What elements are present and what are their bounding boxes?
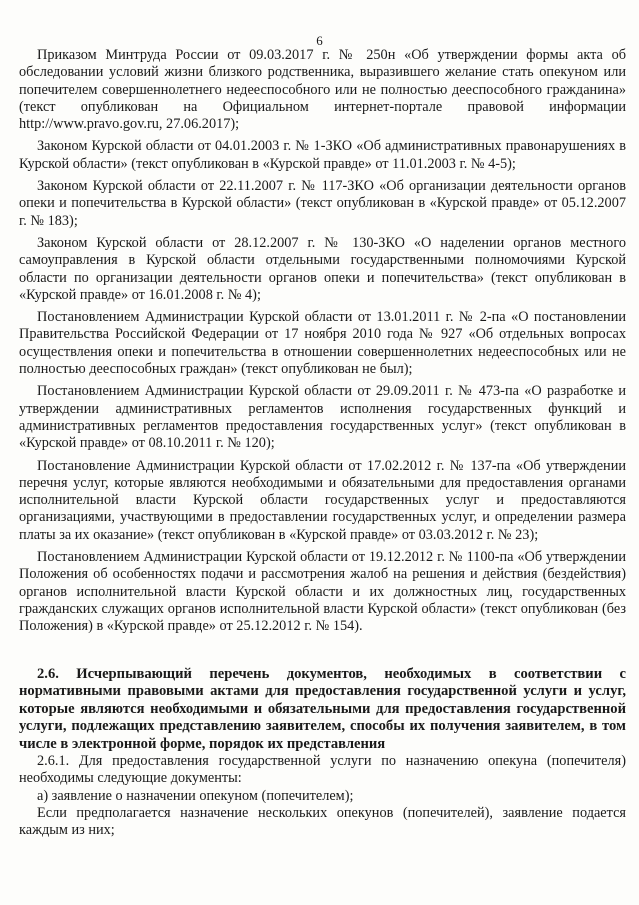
legal-basis-item: Постановлением Администрации Курской области от 29.09.2011 г. № 473-па «О разработке и утверждении административных регламентов исполнения государственных функций и административных регламентов предоставления государственных услуг» (текст опубликован в «Курской правде» от 08.10.2011 г. № 120); <box>19 383 626 452</box>
legal-basis-item: Законом Курской области от 22.11.2007 г. № 117-ЗКО «Об организации деятельности органов опеки и попечительства в Курской области» (текст опубликован в «Курской правде» от 05.12.2007 г. № 183); <box>19 178 626 229</box>
legal-basis-item: Постановлением Администрации Курской области от 19.12.2012 г. № 1100-па «Об утверждении Положения об особенностях подачи и рассмотрения жалоб на решения и действия (бездействия) органов исполнительной власти Курской области и их должностных лиц, государственных гражданских служащих органов исполнительной власти Курской области» (текст опубликован (без Положения) в «Курской правде» от 25.12.2012 г. № 154). <box>19 549 626 635</box>
legal-basis-item: Постановлением Администрации Курской области от 13.01.2011 г. № 2-па «О постановлении Правительства Российской Федерации от 17 ноября 2010 года № 927 «Об отдельных вопросах осуществления опеки и попечительства в отношении совершеннолетних недееспособных или не полностью дееспособных граждан» (текст опубликован не был); <box>19 309 626 378</box>
legal-basis-item: Законом Курской области от 28.12.2007 г. № 130-ЗКО «О наделении органов местного самоуправления в Курской области отдельными государственными полномочиями Курской области по организации деятельности органов опеки и попечительства» (текст опубликован в «Курской правде» от 16.01.2008 г. № 4); <box>19 234 626 303</box>
section-paragraph: а) заявление о назначении опекуном (попечителем); <box>37 787 354 804</box>
document-body <box>19 47 626 839</box>
section-paragraph: 2.6.1. Для предоставления государственной услуги по назначению опекуна (попечителя) необходимы следующие документы: <box>19 753 626 787</box>
section-heading: 2.6. Исчерпывающий перечень документов, необходимых в соответствии с нормативными правовыми актами для предоставления государственной услуги и услуг, которые являются необходимыми и обязательными для предоставления государственной услуги, подлежащих представлению заявителем, способы их получения заявителем, в том числе в электронной форме, порядок их представления <box>19 665 626 752</box>
legal-basis-item: Приказом Минтруда России от 09.03.2017 г. № 250н «Об утверждении формы акта об обследовании условий жизни близкого родственника, выразившего желание стать опекуном или попечителем совершеннолетнего недееспособного или не полностью дееспособного гражданина» (текст опубликован на Официальном интернет-портале правовой информации http://www.pravo.gov.ru, 27.06.2017); <box>19 47 626 133</box>
section-paragraph: Если предполагается назначение нескольких опекунов (попечителей), заявление подается каждым из них; <box>19 804 626 839</box>
legal-basis-item: Постановление Администрации Курской области от 17.02.2012 г. № 137-па «Об утверждении перечня услуг, которые являются необходимыми и обязательными для предоставления органами исполнительной власти Курской области государственных услуг и предоставляются организациями, участвующими в предоставлении государственных услуг, и определении размера платы за их оказание» (текст опубликован в «Курской правде» от 03.03.2012 г. № 23); <box>19 457 626 543</box>
legal-basis-item: Законом Курской области от 04.01.2003 г. № 1-ЗКО «Об административных правонарушениях в Курской области» (текст опубликован в «Курской правде» от 11.01.2003 г. № 4-5); <box>19 138 626 172</box>
page-number: 6 <box>316 33 323 48</box>
